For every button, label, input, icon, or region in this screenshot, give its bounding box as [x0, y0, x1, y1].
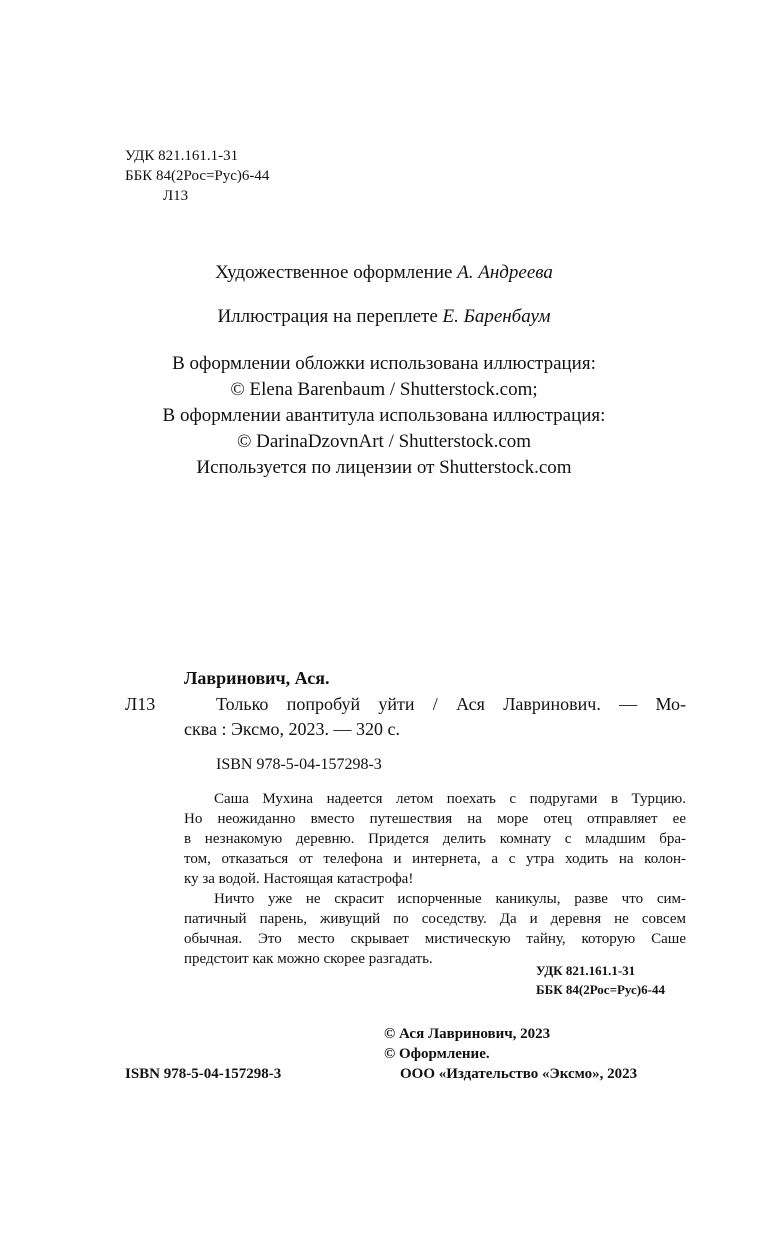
annotation-line: предстоит как можно скорее разгадать.	[184, 951, 433, 967]
copyright-author: © Ася Лавринович, 2023	[384, 1026, 551, 1042]
illustration-credit	[0, 306, 768, 328]
annotation	[184, 789, 686, 969]
catalog-author-heading: Лавринович, Ася.	[184, 668, 330, 688]
bbk-code: ББК 84(2Рос=Рус)6-44	[125, 168, 270, 184]
illustration-label: Иллюстрация на переплете	[217, 306, 438, 327]
author-mark: Л13	[163, 188, 189, 204]
annotation-line: обычная. Это место скрывает мистическую тайну, которую Саше	[184, 931, 686, 947]
catalog-mark: Л13	[125, 694, 156, 714]
notice-line: © Elena Barenbaum / Shutterstock.com;	[230, 379, 538, 400]
copyright-design: © Оформление.	[384, 1046, 490, 1062]
license-notice	[0, 351, 768, 481]
art-design-name: А. Андреева	[457, 262, 553, 283]
annotation-line: Ничто уже не скрасит испорченные каникулы, разве что сим-	[214, 891, 686, 907]
illustration-name: Е. Баренбаум	[442, 306, 551, 327]
notice-line: В оформлении обложки использована иллюстрация:	[172, 353, 596, 374]
annotation-line: патичный парень, живущий по соседству. Да и деревня не совсем	[184, 911, 686, 927]
catalog-isbn: ISBN 978-5-04-157298-3	[216, 756, 382, 773]
art-design-credit	[0, 262, 768, 284]
catalog-title-line1: Только попробуй уйти / Ася Лавринович. — Мо-	[216, 694, 686, 714]
copyright-publisher: ООО «Издательство «Эксмо», 2023	[400, 1066, 638, 1082]
index-udk: УДК 821.161.1-31	[536, 963, 636, 978]
annotation-line: Но неожиданно вместо путешествия на море отец отправляет ее	[184, 811, 686, 827]
annotation-line: в незнакомую деревню. Придется делить комнату с младшим бра-	[184, 831, 686, 847]
udk-code: УДК 821.161.1-31	[125, 148, 239, 164]
art-design-label: Художественное оформление	[215, 262, 453, 283]
isbn-footer: ISBN 978-5-04-157298-3	[125, 1066, 282, 1082]
annotation-line: Саша Мухина надеется летом поехать с подругами в Турцию.	[214, 791, 686, 807]
annotation-line: ку за водой. Настоящая катастрофа!	[184, 871, 414, 887]
notice-line: Используется по лицензии от Shutterstock.com	[196, 457, 572, 478]
annotation-line: том, отказаться от телефона и интернета, а с утра ходить на колон-	[184, 851, 686, 867]
index-bbk: ББК 84(2Рос=Рус)6-44	[536, 982, 665, 997]
notice-line: В оформлении авантитула использована иллюстрация:	[162, 405, 606, 426]
notice-line: © DarinaDzovnArt / Shutterstock.com	[236, 431, 532, 452]
catalog-title-line2: сква : Эксмо, 2023. — 320 с.	[184, 719, 401, 739]
